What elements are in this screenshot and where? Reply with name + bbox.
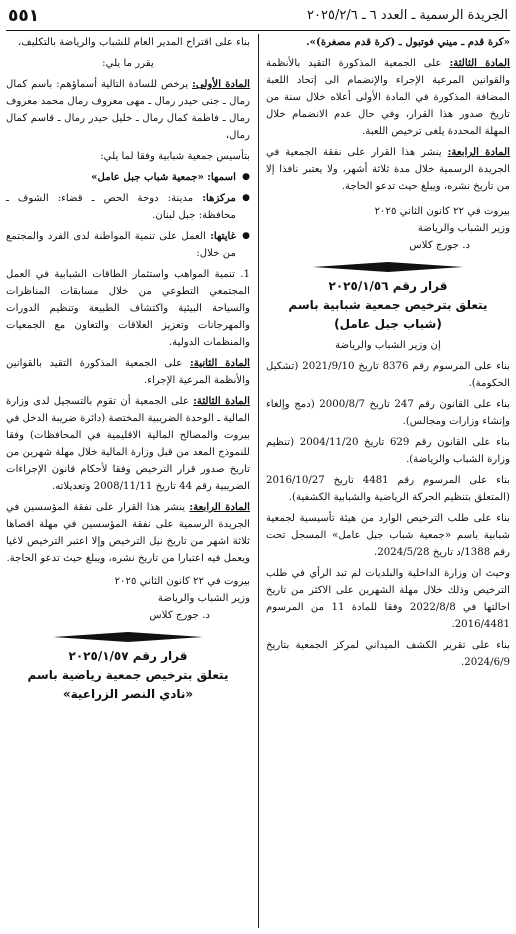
gazette-title: الجريدة الرسمية ـ العدد ٦ ـ ٢٠٢٥/٢/٦ (307, 8, 508, 23)
consideration: بناء على القانون رقم 629 تاريخ 2004/11/20 (تنظيم وزارة الشباب والرياضة). (266, 437, 510, 465)
decides-heading: يقرر ما يلي: (102, 58, 154, 69)
signature-name: د. جورج كلاس (409, 240, 470, 251)
decision-title: قرار رقم ٢٠٢٥/١/٥٦ (328, 279, 448, 293)
page-number: ٥٥١ (8, 6, 40, 26)
consideration: بناء على القانون رقم 247 تاريخ 2000/8/7 (دمج وإلغاء وإنشاء وزارات ومجالس). (266, 399, 511, 427)
article-3: المادة الثالثة: على الجمعية المذكورة التقيد بالأنظمة والقوانين المرعية الإجراء والإنضمام الى إتحاد اللعبة المضافة المذكورة في المادة الأولى أعلاه خلال سنة من تاريخ صدور هذا القرار، وفي حال عدم الانضمام خلال المهلة المحددة يلغى ترخيص اللعبة. (266, 57, 510, 137)
right-column (266, 34, 510, 934)
signature-date: بيروت في ٢٢ كانون الثاني ٢٠٢٥ (374, 206, 510, 217)
proposal-clause: بناء على اقتراح المدير العام للشباب والرياضة بالتكليف، (18, 37, 250, 48)
consideration: بناء على تقرير الكشف الميداني لمركز الجمعية بتاريخ 2024/6/9. (266, 640, 510, 668)
article-4: المادة الرابعة: ينشر هذا القرار على نفقة المؤسسين في الجريدة الرسمية على نفقة المؤسسين في مهلة اقصاها ثلاثة اشهر من تاريخ نيل الترخيص وإلا اعتبر الترخيص لاغيا ويعمل فيه اعتبارا من تاريخ نشره، ويبلغ حيث تدعو الحاجة. (6, 501, 250, 564)
article-1: المادة الأولى: يرخص للسادة التالية أسماؤهم: باسم كمال رمال ـ جنى حيدر رمال ـ مهى معروف رمال محمد معروف رمال ـ فاطمة كمال رمال ـ خليل حيدر رمال ـ قاسم كمال رمال، (6, 78, 251, 141)
decision-association-name: «نادي النصر الزراعية» (62, 687, 194, 701)
section-separator (266, 260, 510, 274)
goal-point-1: 1. تنمية المواهب واستثمار الطاقات الشبابية في العمل المجتمعي التطوعي من خلال مسابقات المناظرات والسياحة البيئية واكتشاف الطبيعة وتنظيم الدورات والمهرجانات وتعزيز العلاقات والتعاون مع الجمعيات والمنظمات الدولية. (6, 269, 250, 348)
decision-subject: يتعلق بترخيص جمعية شبابية باسم (288, 298, 488, 312)
article-1-tail: بتأسيس جمعية شبابية وفقا لما يلي: (100, 151, 250, 162)
consideration: بناء على المرسوم رقم 4481 تاريخ 2016/10/27 (المتعلق بتنظيم الحركة الرياضية والشبابية الكشفية). (266, 475, 511, 503)
section-separator (6, 630, 250, 644)
article-4: المادة الرابعة: ينشر هذا القرار على نفقة الجمعية في الجريدة الرسمية خلال مدة ثلاثة أشهر، ولا يعتبر نافذا إلا من تاريخ نشره، ويبلغ حيث تدعو الحاجة. (266, 146, 510, 192)
decision-subject: يتعلق بترخيص جمعية رياضية باسم (27, 668, 229, 682)
sport-names: «كرة قدم ـ ميني فوتبول ـ (كرة قدم مصغرة)». (306, 36, 510, 48)
decision-association-name: (شباب جبل عامل) (334, 317, 442, 331)
page-header (6, 4, 510, 31)
signature-name: د. جورج كلاس (149, 610, 210, 621)
association-goal-item: ● غايتها: العمل على تنمية المواطنة لدى الفرد والمجتمع من خلال: (6, 228, 250, 262)
association-hq-item: ● مركزها: مدينة: دوحة الحص ـ قضاء: الشوف ـ محافظة: جبل لبنان. (6, 190, 250, 224)
signature-title: وزير الشباب والرياضة (157, 593, 250, 604)
association-name-item: ● اسمها: «جمعية شباب جبل عامل» (6, 169, 250, 186)
signature-date: بيروت في ٢٢ كانون الثاني ٢٠٢٥ (114, 576, 250, 587)
decision-title: قرار رقم ٢٠٢٥/١/٥٧ (68, 649, 188, 663)
article-2: المادة الثانية: على الجمعية المذكورة التقيد بالقوانين والأنظمة المرعية الإجراء. (6, 357, 251, 386)
decision-intro: إن وزير الشباب والرياضة (335, 340, 441, 351)
left-column (6, 34, 250, 934)
consideration: بناء على طلب الترخيص الوارد من هيئة تأسيسية لجمعية شبابية باسم «جمعية شباب جبل عامل» المسجل تحت رقم 1388/د تاريخ 2024/5/28. (266, 513, 510, 558)
consideration: وحيث ان وزارة الداخلية والبلديات لم تبد الرأي في طلب الترخيص وذلك خلال مهلة الشهرين على الاكثر من تاريخ احالتها في 2022/8/8 وفقا للمادة 11 من المرسوم 2016/4481. (266, 568, 510, 630)
article-3: المادة الثالثة: على الجمعية أن تقوم بالتسجيل لدى وزارة المالية ـ الوحدة الضريبية المختصة (دائرة ضريبة الدخل في بيروت والمصالح المالية الاقليمية في المحافظات) وفقا للنموذج المعد من قبل وزارة المالية خلال مهلة شهرين من تاريخ صدور قرار الترخيص وفقا لأحكام قانون الإجراءات الضريبية رقم 44 تاريخ 2008/11/11 وتعديلاته. (6, 395, 250, 492)
signature-title: وزير الشباب والرياضة (417, 223, 510, 234)
consideration: بناء على المرسوم رقم 8376 تاريخ 2021/9/10 (تشكيل الحكومة). (266, 361, 511, 389)
column-divider (258, 34, 259, 928)
